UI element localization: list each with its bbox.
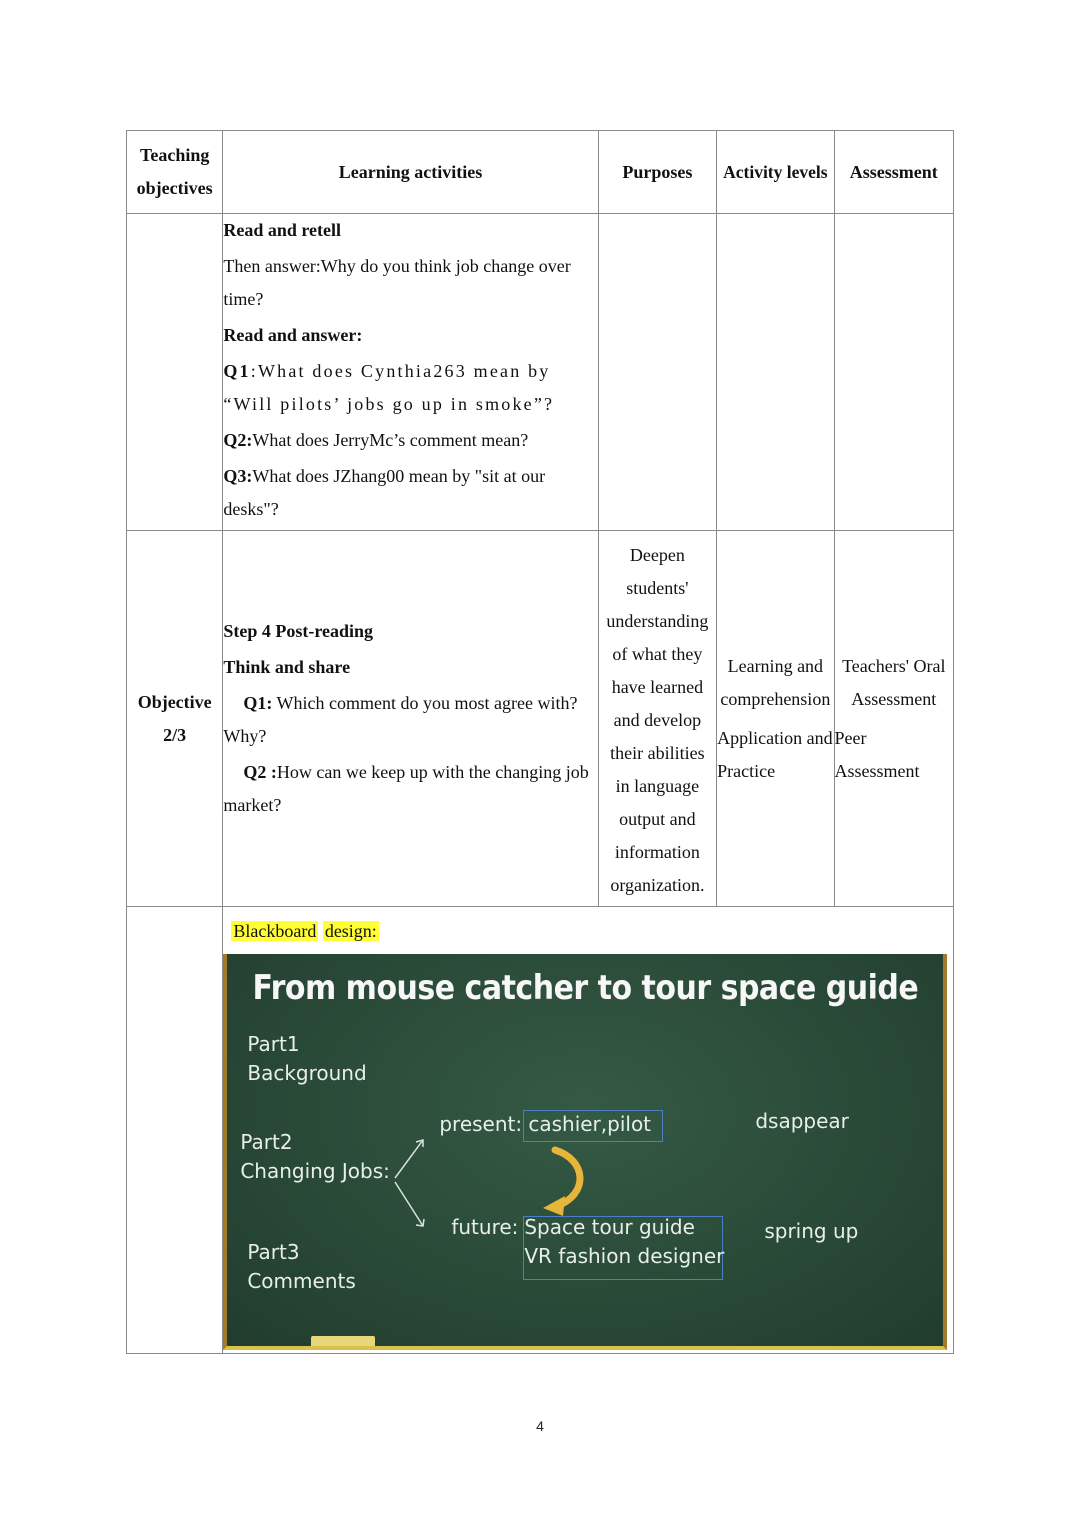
page-number: 4: [536, 1418, 544, 1434]
question-q1: [223, 687, 597, 753]
question-text: What does JerryMc’s comment mean?: [252, 430, 529, 450]
activity-heading: Read and answer:: [223, 325, 363, 345]
part-sub: Comments: [247, 1269, 356, 1293]
lesson-plan-table: [126, 130, 954, 1354]
present-jobs: cashier,pilot: [528, 1112, 652, 1136]
activity-text: Then answer:Why do you think job change over time?: [223, 256, 571, 309]
branch-arrow-up: [395, 1140, 423, 1178]
learning-activities-cell: [223, 214, 598, 531]
purposes-cell-empty: [598, 214, 716, 531]
question-label: Q1: [223, 361, 251, 381]
blackboard-design-cell: [223, 907, 954, 1354]
part-sub: Background: [247, 1061, 367, 1085]
table-header-row: [127, 131, 954, 214]
chalk-ledge: [311, 1336, 375, 1346]
purposes-text: Deepen students' understanding of what they have learned and develop their abilities in language output and information organization.: [606, 545, 709, 895]
blackboard-design-label: [231, 915, 378, 948]
header-activity-levels: Activity levels: [717, 131, 834, 214]
branch-arrow-down: [395, 1182, 424, 1226]
question-q2: [223, 424, 597, 457]
question-q1: [223, 355, 597, 421]
table-row: [127, 531, 954, 907]
assessment-cell-empty: [834, 214, 953, 531]
header-assessment: Assessment: [834, 131, 953, 214]
part-label: Part2: [240, 1130, 293, 1154]
question-label: Q1:: [243, 693, 273, 713]
header-purposes: Purposes: [598, 131, 716, 214]
future-job-2: VR fashion designer: [524, 1244, 725, 1268]
part-label: Part3: [247, 1240, 300, 1264]
highlighted-word: design:: [324, 921, 377, 941]
level-learning-comprehension: Learning and comprehension: [720, 655, 831, 709]
header-teaching-objectives: Teaching objectives: [127, 131, 223, 214]
objective-cell: [127, 531, 223, 907]
question-q3: [223, 460, 597, 526]
objective-number: 2/3: [163, 724, 187, 745]
branch-arrows: [227, 954, 943, 1346]
question-text: Which comment do you most agree with?Why?: [223, 693, 578, 746]
objective-cell-empty: [127, 907, 223, 1354]
header-learning-activities: Learning activities: [223, 131, 598, 214]
future-job-1: Space tour guide: [524, 1215, 695, 1239]
purposes-cell: [598, 531, 716, 907]
question-label: Q2:: [223, 430, 253, 450]
activity-heading: Think and share: [223, 657, 351, 677]
question-label: Q3:: [223, 466, 253, 486]
table-row: [127, 214, 954, 531]
part-label: Part1: [247, 1032, 300, 1056]
question-text: How can we keep up with the changing job market?: [223, 762, 589, 815]
highlighted-word: Blackboard: [233, 921, 317, 941]
question-text: :What does Cynthia263 mean by “Will pilots’ jobs go up in smoke”?: [223, 361, 555, 414]
levels-cell-empty: [717, 214, 834, 531]
board-title: From mouse catcher to tour space guide: [252, 968, 919, 1009]
table-row: [127, 907, 954, 1354]
present-label: present:: [439, 1112, 523, 1136]
part-sub: Changing Jobs:: [240, 1159, 390, 1183]
question-label: Q2 :: [243, 762, 277, 782]
assessment-teacher-oral: Teachers' Oral Assessment: [842, 655, 946, 709]
objective-label: Objective: [137, 691, 212, 712]
question-q2: [223, 756, 597, 822]
assessment-cell: [834, 531, 953, 907]
assessment-peer: Peer Assessment: [834, 727, 920, 781]
learning-activities-cell: [223, 531, 598, 907]
activity-levels-cell: [717, 531, 834, 907]
step-heading: Step 4 Post-reading: [223, 621, 374, 641]
level-application-practice: Application and Practice: [717, 727, 833, 781]
curved-arrow-icon: [543, 1150, 580, 1216]
activity-heading: Read and retell: [223, 220, 342, 240]
spring-up-label: spring up: [764, 1219, 859, 1243]
blackboard-image: [223, 954, 947, 1350]
future-label: future:: [451, 1215, 519, 1239]
disappear-label: dsappear: [755, 1109, 849, 1133]
question-text: What does JZhang00 mean by "sit at our desks"?: [223, 466, 546, 519]
objective-cell-empty: [127, 214, 223, 531]
